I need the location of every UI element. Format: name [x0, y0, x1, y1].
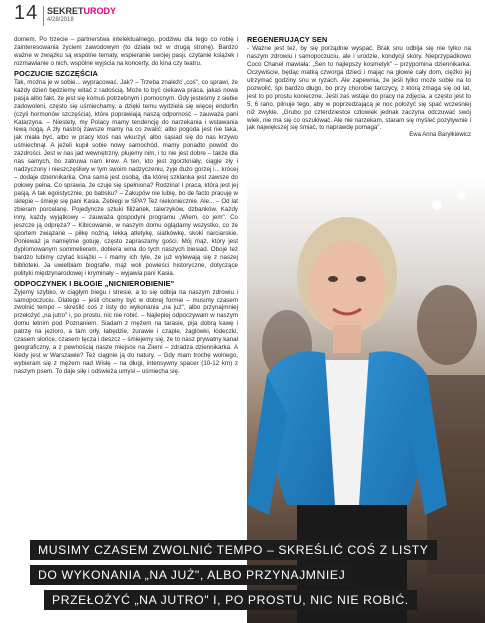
- pull-quote-line-2: DO WYKONANIA „NA JUŻ", ALBO PRZYNAJMNIEJ: [30, 565, 353, 585]
- pull-quote-line-1: MUSIMY CZASEM ZWOLNIĆ TEMPO – SKREŚLIĆ COŚ Z LISTY: [30, 540, 437, 560]
- section-text-rest: Żyjemy szybko, w ciągłym biegu i stresie, a to się odbija na naszym zdrowiu i samopoczuciu. Dlatego – jeśli chcemy być w dobrej formie – musimy czasem zwolnić tempo – skreślić coś z listy do wykonania „na już", albo przynajmniej przełożyć „na jutro" i, po prostu, nic nie robić. – Najlepiej odpoczywam w naszym domu letnim pod Poznaniem. Siadam z mężem na tarasie, pija dobrą kawę i patrzę na jezioro, a tam orły, łabędzie, żurawie i czaple, żaglówki, łódeczki, czasem słońce, czasem tęcza i deszcz – śmiejemy się, że to nasz prywatny kanał geograficzny, a z pewnością nasze miejsce na Ziemi – zdradza dziennikarka. A kiedy jest w Warszawie? Też ciągnie ją do natury. – Gdy mam trochę wolnego, wybieram się z mężem nad Wisłę – na długi, intensywny spacer (10-12 km) z naszym psem. To daje siłę i odświeża umysł – uśmiecha się.: [14, 288, 238, 376]
- magazine-title: [47, 6, 116, 16]
- left-column: [14, 36, 238, 376]
- right-column: [247, 36, 471, 140]
- pull-quote-line-3: PRZEŁOŻYĆ „NA JUTRO" I, PO PROSTU, NIC NIE ROBIĆ.: [44, 590, 417, 610]
- section-heading-rest: ODPOCZYNEK I BŁOGIE „NICNIEROBIENIE": [14, 278, 175, 288]
- page-number: 14: [14, 2, 39, 24]
- magazine-title-accent: URODY: [83, 6, 117, 16]
- section-text-sleep: - Ważne jest też, by się porządnie wyspać. Brak snu odbija się nie tylko na naszym zdrowiu i samopoczuciu, ale i urodzie, kondycji skóry. Nieprzypadkowo Coco Chanel mawiała: „Sen to najlepszy kosmetyk" – przypomina dziennikarka. Oczywiście, będąc matką czworga dzieci i mając na głowie cały dom, ciężko jej utrzymać godziny snu w ryzach. Ale zapewnia, że jeśli tylko może sobie na to pozwolić, śpi bardzo długo, bo przy chorobie tarczycy, z którą zmaga się od lat, jest to po prostu konieczne. Jeśli zaś wstaje do pracy na zdjęcia, a często jest to 5, 6 rano, pilnuje tego, aby w poprzedzającą je noc położyć się spać wcześniej niż zwykle. „Grubo po czterdziestce człowiek jednak zaczyna odczuwać swój wiek, nie ma się co oszukiwać. Ale nie narzekam, staram się myśleć pozytywnie i jak największej się śmiać, to naprawdę pomaga".: [247, 44, 471, 132]
- section-heading-sleep: REGENERUJĄCY SEN: [247, 35, 328, 44]
- header-divider: [43, 6, 44, 26]
- intro-paragraph: domem. Po trzecie – partnerstwa intelektualnego, podziwu dla tego co robię i zainteresowania życiem zawodowym (to działa też w drugą stronę). Bardzo ważne w związku są wspólne tematy, wspieranie swojej pasji, czytanie książek i rozmawianie o nich, wspólne wyjścia na koncerty, do kina czy teatru.: [14, 36, 238, 67]
- author-signature: Ewa Anna Baryłkiewicz: [409, 132, 471, 139]
- section-text-happiness: Tak, można je w sobie... wypracować. Jak? – Trzeba znaleźć „coś", co sprawi, że każdy dzień będziemy witać z radością. Może to być ciekawa praca, jakaś nowa pasja albo fakt, że jest się komuś potrzebnym i pomocnym. Gdy jesteśmy z siebie zadowoleni, często się uśmiechamy, a dzięki temu wydziela się więcej endorfin (czyli hormonów szczęścia), które poprawiają naszą odporność – zauważa pani Katarzyna. – Niestety, my Polacy mamy tendencję do narzekania i wstawania lewą nogą. A zły nastrój zawsze mamy na co zwalić: albo pogoda jest nie taka, jak miała być, albo w pracy ktoś nas wkurzył, albo sąsiad się do nas krzywo uśmiechnął. A jeżeli kupił sobie nowy samochód, mamy ponadto powód do zazdrości. Jest w nas jad wewnętrzny, plujemy nim, i to nie jest dobre – także dla nas samych, bo zatruwa nam krew. A ten, kto jest zgorzkniały, ciągle zły i nadzyczony i nieszczęśliwy w tym swoim nadzyczeniu, żyje dużo gorzej i... krócej – dodaje dziennikarka. Ona sama jest osobą, dla której szklanka jest zawsze do połowy pełna. Co sprawia, że czuje się spełniona? Rodzina! I praca, która jest jej pasją. A tak egoistycznie, po babsku? – Zakupów nie lubię, bo de facto pracuję w sklepie – śmieje się pani Kasia. Zebiegi w SPA? Też niekoniecznie. Ale... – Od lat zbieram porcelanę. Pojedyncze sztuki filiżanek, talerzyków, dzbanków. Każdy inny, każdy wyjątkowy – zauważa gospodyni programu „Wiem, co jem". Co jeszcze ją odpręża? – Kibicowanie, w naszym domu oglądamy wszystko, co ze sportem związane – piłkę nożną, lekką atletykę, siatkówkę, skoki narciarskie. Ponieważ ja namiętnie gotuję, często zapraszamy gości. Mój mąż, który jest dyplomowanym sommelierem, dobiera wina do tych naszych biesiad. Oboje też bardzo lubimy czytać książki – i mamy ich tyle, że już wylewają się z naszej biblioteki. Ja uwielbiam biografie, mąż woli powieści historyczne, dotyczące polityki międzynarodowej i kryminały – wyjawia pani Kasia.: [14, 78, 238, 277]
- magazine-title-prefix: SEKRET: [47, 6, 84, 16]
- section-heading-happiness: POCZUCIE SZCZĘŚCIA: [14, 68, 98, 78]
- pull-quote: [30, 540, 440, 617]
- issue-number: 4/28/2018: [47, 17, 74, 23]
